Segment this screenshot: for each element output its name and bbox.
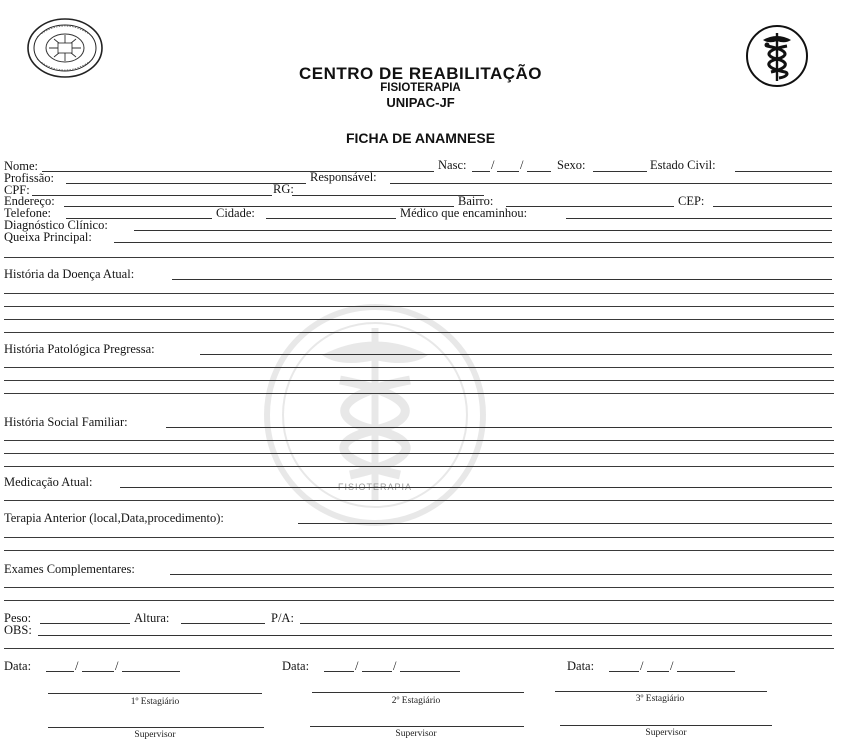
queixa-field[interactable] bbox=[114, 242, 832, 243]
nasc-label: Nasc: bbox=[438, 158, 467, 172]
cep-label: CEP: bbox=[678, 194, 705, 208]
supervisor-1-label: Supervisor bbox=[134, 730, 176, 740]
cidade-field[interactable] bbox=[266, 218, 396, 219]
telefone-label: Telefone: bbox=[4, 206, 52, 220]
page-title: CENTRO DE REABILITAÇÃO bbox=[298, 64, 542, 83]
nasc-day-field[interactable] bbox=[472, 171, 490, 172]
pa-label: P/A: bbox=[271, 611, 294, 625]
pa-field[interactable] bbox=[300, 623, 832, 624]
hpp-line[interactable] bbox=[4, 367, 834, 368]
medicacao-line[interactable] bbox=[4, 500, 834, 501]
data-sep: / bbox=[670, 659, 674, 673]
data-month-field-3[interactable] bbox=[647, 671, 669, 672]
obs-field[interactable] bbox=[38, 635, 832, 636]
hsf-label: História Social Familiar: bbox=[4, 415, 128, 429]
medicacao-field[interactable] bbox=[120, 487, 832, 488]
hda-line[interactable] bbox=[4, 306, 834, 307]
responsavel-field[interactable] bbox=[390, 183, 832, 184]
supervisor-1-signature-line[interactable] bbox=[48, 727, 264, 728]
terapia-field[interactable] bbox=[298, 523, 832, 524]
queixa-label: Queixa Principal: bbox=[4, 230, 92, 244]
hda-line[interactable] bbox=[4, 293, 834, 294]
estagiario-3-label: 3º Estagiário bbox=[635, 694, 685, 704]
peso-field[interactable] bbox=[40, 623, 130, 624]
exames-field[interactable] bbox=[170, 574, 832, 575]
caduceus-watermark-icon bbox=[260, 300, 490, 530]
data-year-field-2[interactable] bbox=[400, 671, 460, 672]
terapia-line[interactable] bbox=[4, 550, 834, 551]
sexo-field[interactable] bbox=[593, 171, 647, 172]
data-year-field-1[interactable] bbox=[122, 671, 180, 672]
nome-label: Nome: bbox=[4, 159, 39, 173]
rg-label: RG: bbox=[273, 182, 294, 196]
exames-line[interactable] bbox=[4, 600, 834, 601]
hpp-field[interactable] bbox=[200, 354, 832, 355]
diagnostico-field[interactable] bbox=[134, 230, 832, 231]
endereco-field[interactable] bbox=[64, 206, 454, 207]
supervisor-2-label: Supervisor bbox=[395, 729, 437, 739]
data-month-field-1[interactable] bbox=[82, 671, 114, 672]
estagiario-1-signature-line[interactable] bbox=[48, 693, 262, 694]
medicacao-label: Medicação Atual: bbox=[4, 475, 93, 489]
hda-field[interactable] bbox=[172, 279, 832, 280]
supervisor-3-signature-line[interactable] bbox=[560, 725, 772, 726]
nasc-sep-2: / bbox=[520, 158, 524, 172]
altura-label: Altura: bbox=[134, 611, 170, 625]
supervisor-3-label: Supervisor bbox=[645, 728, 687, 738]
hsf-field[interactable] bbox=[166, 427, 832, 428]
hsf-line[interactable] bbox=[4, 440, 834, 441]
hsf-line[interactable] bbox=[4, 466, 834, 467]
data-sep: / bbox=[393, 659, 397, 673]
page-subtitle: FISIOTERAPIA bbox=[380, 82, 461, 94]
data-sep: / bbox=[115, 659, 119, 673]
supervisor-2-signature-line[interactable] bbox=[310, 726, 524, 727]
rg-field[interactable] bbox=[292, 195, 484, 196]
estagiario-2-signature-line[interactable] bbox=[312, 692, 524, 693]
cpf-label: CPF: bbox=[4, 183, 30, 197]
endereco-label: Endereço: bbox=[4, 194, 55, 208]
data-label-2: Data: bbox=[282, 659, 310, 673]
hpp-line[interactable] bbox=[4, 393, 834, 394]
exames-label: Exames Complementares: bbox=[4, 562, 135, 576]
obs-line[interactable] bbox=[4, 648, 834, 649]
cidade-label: Cidade: bbox=[216, 206, 255, 220]
data-sep: / bbox=[640, 659, 644, 673]
profissao-field[interactable] bbox=[66, 183, 306, 184]
hda-line[interactable] bbox=[4, 319, 834, 320]
exames-line[interactable] bbox=[4, 587, 834, 588]
responsavel-label: Responsável: bbox=[310, 170, 377, 184]
institution-name: UNIPAC-JF bbox=[386, 95, 455, 110]
data-day-field-3[interactable] bbox=[609, 671, 639, 672]
hsf-line[interactable] bbox=[4, 453, 834, 454]
bairro-field[interactable] bbox=[506, 206, 674, 207]
altura-field[interactable] bbox=[181, 623, 265, 624]
terapia-label: Terapia Anterior (local,Data,procedimento): bbox=[4, 511, 224, 525]
peso-label: Peso: bbox=[4, 611, 32, 625]
data-month-field-2[interactable] bbox=[362, 671, 392, 672]
data-day-field-1[interactable] bbox=[46, 671, 74, 672]
data-label-1: Data: bbox=[4, 659, 32, 673]
hda-label: História da Doença Atual: bbox=[4, 267, 135, 281]
data-day-field-2[interactable] bbox=[324, 671, 354, 672]
estado-civil-field[interactable] bbox=[735, 171, 832, 172]
estagiario-1-label: 1º Estagiário bbox=[130, 697, 180, 707]
terapia-line[interactable] bbox=[4, 537, 834, 538]
hpp-label: História Patológica Pregressa: bbox=[4, 342, 155, 356]
sexo-label: Sexo: bbox=[557, 158, 586, 172]
data-year-field-3[interactable] bbox=[677, 671, 735, 672]
watermark-text: FISIOTERAPIA bbox=[338, 482, 413, 492]
queixa-line[interactable] bbox=[4, 257, 834, 258]
nasc-year-field[interactable] bbox=[527, 171, 551, 172]
data-sep: / bbox=[75, 659, 79, 673]
nasc-sep-1: / bbox=[491, 158, 495, 172]
data-label-3: Data: bbox=[567, 659, 595, 673]
profissao-label: Profissão: bbox=[4, 171, 54, 185]
estagiario-2-label: 2º Estagiário bbox=[391, 696, 441, 706]
form-title: FICHA DE ANAMNESE bbox=[345, 130, 496, 146]
hda-line[interactable] bbox=[4, 332, 834, 333]
estado-civil-label: Estado Civil: bbox=[650, 158, 716, 172]
obs-label: OBS: bbox=[4, 623, 32, 637]
cpf-field[interactable] bbox=[32, 195, 272, 196]
estagiario-3-signature-line[interactable] bbox=[555, 691, 767, 692]
medico-field[interactable] bbox=[566, 218, 832, 219]
data-sep: / bbox=[355, 659, 359, 673]
diagnostico-label: Diagnóstico Clínico: bbox=[4, 218, 108, 232]
bairro-label: Bairro: bbox=[458, 194, 494, 208]
hpp-line[interactable] bbox=[4, 380, 834, 381]
cep-field[interactable] bbox=[713, 206, 832, 207]
medico-label: Médico que encaminhou: bbox=[400, 206, 528, 220]
nasc-month-field[interactable] bbox=[497, 171, 519, 172]
